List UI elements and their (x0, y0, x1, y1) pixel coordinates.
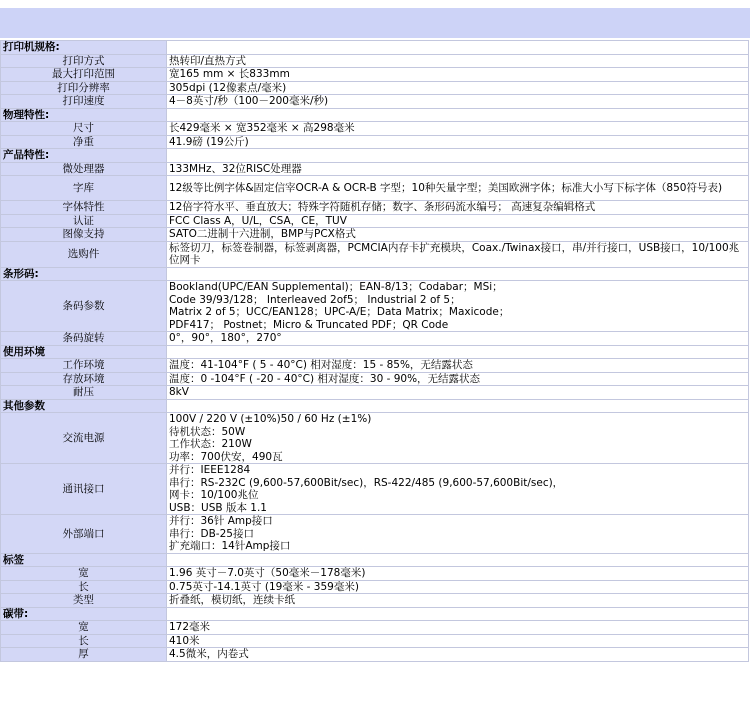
spec-label: 尺寸 (1, 122, 167, 136)
spec-value (167, 281, 749, 332)
spec-label: 选购件 (1, 241, 167, 267)
spec-value (167, 135, 749, 149)
spec-row (1, 95, 749, 109)
spec-value (167, 332, 749, 346)
spec-row (1, 332, 749, 346)
spec-row (1, 359, 749, 373)
spec-label: 工作环境 (1, 359, 167, 373)
section-header-row (1, 345, 749, 359)
spec-value-line: 1.96 英寸－7.0英寸（50毫米－178毫米) (169, 567, 366, 579)
spec-value-line: 并行：IEEE1284 (169, 464, 251, 476)
spec-value-line: 4.5微米，内卷式 (169, 648, 249, 660)
spec-row (1, 281, 749, 332)
spec-row (1, 201, 749, 215)
spec-value-line: Bookland(UPC/EAN Supplemental)；EAN-8/13；Codabar；MSi； (169, 281, 503, 293)
section-title-label: 标签 (1, 553, 167, 567)
spec-label: 字体特性 (1, 201, 167, 215)
spec-value (167, 580, 749, 594)
spec-value-line: 4－8英寸/秒（100－200毫米/秒) (169, 95, 329, 107)
spec-value-line: 0°，90°，180°，270° (169, 332, 282, 344)
section-header-blank (167, 399, 749, 413)
spec-row (1, 413, 749, 464)
spec-row (1, 464, 749, 515)
spec-label: 长 (1, 580, 167, 594)
section-title-other: 其他参数 (1, 399, 167, 413)
spec-value (167, 386, 749, 400)
spec-value-line: 工作状态：210W (169, 438, 252, 450)
spec-value-line: 长429毫米 × 宽352毫米 × 高298毫米 (169, 122, 355, 134)
spec-label: 净重 (1, 135, 167, 149)
section-header-blank (167, 41, 749, 55)
spec-label: 打印方式 (1, 54, 167, 68)
spec-row (1, 135, 749, 149)
spec-value-line: 133MHz、32位RISC处理器 (169, 162, 302, 175)
spec-label: 厚 (1, 648, 167, 662)
spec-row (1, 241, 749, 267)
spec-table-body (1, 41, 749, 662)
spec-value (167, 81, 749, 95)
section-title-product: 产品特性: (1, 149, 167, 163)
spec-value-line: 待机状态：50W (169, 425, 246, 438)
spec-value (167, 634, 749, 648)
spec-value (167, 176, 749, 201)
spec-label: 宽 (1, 621, 167, 635)
spec-row (1, 54, 749, 68)
spec-value (167, 214, 749, 228)
section-header-blank (167, 267, 749, 281)
spec-label: 长 (1, 634, 167, 648)
spec-value-line: 41.9磅 (19公斤) (169, 135, 249, 148)
spec-label: 交流电源 (1, 413, 167, 464)
section-title-printer-spec: 打印机规格: (1, 41, 167, 55)
spec-label: 打印分辨率 (1, 81, 167, 95)
section-header-row (1, 41, 749, 55)
spec-value (167, 372, 749, 386)
spec-label: 微处理器 (1, 162, 167, 176)
section-header-row (1, 553, 749, 567)
spec-label: 通讯接口 (1, 464, 167, 515)
spec-row (1, 634, 749, 648)
spec-value-line: 折叠纸，模切纸，连续卡纸 (169, 594, 295, 606)
spec-value-line: 扩充端口：14针Amp接口 (169, 540, 291, 552)
section-title-environment: 使用环境 (1, 345, 167, 359)
spec-label: 宽 (1, 567, 167, 581)
spec-value-line: FCC Class A，U/L，CSA，CE，TUV (169, 214, 347, 227)
spec-row (1, 68, 749, 82)
spec-label: 认证 (1, 214, 167, 228)
spec-table (0, 40, 749, 662)
spec-row (1, 122, 749, 136)
spec-value-line: Matrix 2 of 5；UCC/EAN128；UPC-A/E；Data Matrix；Maxicode； (169, 306, 510, 318)
spec-value-line: 8kV (169, 386, 189, 398)
spec-label: 最大打印范围 (1, 68, 167, 82)
spec-row (1, 214, 749, 228)
spec-row (1, 648, 749, 662)
section-header-blank (167, 553, 749, 567)
spec-row (1, 594, 749, 608)
spec-value-line: 12级等比例字体&固定信宰OCR-A & OCR-B 字型；10种矢量字型；美国欧洲字体；标准大小写下标字体（850符号表) (169, 181, 723, 194)
spec-row (1, 176, 749, 201)
section-title-physical: 物理特性: (1, 108, 167, 122)
spec-value-line: 功率：700伏安，490瓦 (169, 450, 283, 463)
spec-value-line: 12倍字符水平、垂直放大；特殊字符随机存储；数字、条形码流水编号； 高速复杂编辑格式 (169, 201, 596, 213)
spec-label: 类型 (1, 594, 167, 608)
header-bar (0, 8, 750, 38)
spec-label: 打印速度 (1, 95, 167, 109)
spec-value-line: 172毫米 (169, 621, 211, 633)
spec-label: 存放环境 (1, 372, 167, 386)
spec-value (167, 648, 749, 662)
section-header-blank (167, 345, 749, 359)
spec-row (1, 386, 749, 400)
spec-value-line: 温度：0 -104°F ( -20 - 40°C) 相对湿度：30 - 90%，无结露状态 (169, 372, 481, 385)
spec-value-line: 0.75英寸-14.1英寸 (19毫米 - 359毫米) (169, 580, 359, 593)
spec-value (167, 201, 749, 215)
section-header-blank (167, 149, 749, 163)
spec-label: 图像支持 (1, 228, 167, 242)
spec-row (1, 515, 749, 554)
spec-row (1, 372, 749, 386)
spec-value-line: 100V / 220 V (±10%)50 / 60 Hz (±1%) (169, 413, 372, 425)
section-header-blank (167, 108, 749, 122)
spec-label: 耐压 (1, 386, 167, 400)
spec-value (167, 515, 749, 554)
section-header-row (1, 108, 749, 122)
spec-value (167, 241, 749, 267)
section-header-row (1, 149, 749, 163)
spec-value-line: 标签切刀，标签卷制器，标签剥离器，PCMCIA内存卡扩充模块，Coax./Twinax接口，串/并行接口，USB接口，10/100兆位网卡 (169, 241, 740, 266)
spec-value (167, 54, 749, 68)
spec-value-line: 热转印/直热方式 (169, 54, 247, 67)
spec-value-line: SATO二进制十六进制，BMP与PCX格式 (169, 228, 356, 240)
spec-value (167, 122, 749, 136)
section-header-row (1, 607, 749, 621)
section-header-row (1, 267, 749, 281)
spec-label: 条码参数 (1, 281, 167, 332)
spec-value (167, 359, 749, 373)
spec-row (1, 81, 749, 95)
spec-row (1, 621, 749, 635)
spec-value (167, 162, 749, 176)
spec-row (1, 567, 749, 581)
spec-value-line: PDF417； Postnet；Micro & Truncated PDF；QR Code (169, 318, 449, 331)
section-header-row (1, 399, 749, 413)
spec-value-line: Code 39/93/128； Interleaved 2of5； Industrial 2 of 5； (169, 293, 461, 306)
spec-value (167, 413, 749, 464)
spec-value (167, 464, 749, 515)
spec-value-line: 410米 (169, 634, 200, 647)
section-title-barcode: 条形码: (1, 267, 167, 281)
spec-value (167, 567, 749, 581)
spec-value-line: 串行：RS-232C (9,600-57,600Bit/sec)，RS-422/485 (9,600-57,600Bit/sec)， (169, 476, 564, 489)
spec-value (167, 594, 749, 608)
spec-label: 条码旋转 (1, 332, 167, 346)
section-header-blank (167, 607, 749, 621)
spec-value-line: USB：USB 版本 1.1 (169, 501, 267, 514)
spec-label: 外部端口 (1, 515, 167, 554)
spec-row (1, 228, 749, 242)
spec-value-line: 串行：DB-25接口 (169, 527, 254, 540)
spec-row (1, 162, 749, 176)
spec-value (167, 621, 749, 635)
spec-value (167, 228, 749, 242)
spec-value-line: 温度：41-104°F ( 5 - 40°C) 相对湿度：15 - 85%，无结露状态 (169, 359, 473, 371)
spec-value-line: 并行：36针 Amp接口 (169, 515, 273, 527)
spec-value-line: 宽165 mm × 长833mm (169, 68, 290, 80)
spec-value (167, 95, 749, 109)
spec-row (1, 580, 749, 594)
spec-value (167, 68, 749, 82)
section-title-ribbon: 碳带: (1, 607, 167, 621)
spec-label: 字库 (1, 176, 167, 201)
spec-value-line: 305dpi (12像素点/毫米) (169, 81, 287, 94)
spec-value-line: 网卡：10/100兆位 (169, 489, 259, 501)
